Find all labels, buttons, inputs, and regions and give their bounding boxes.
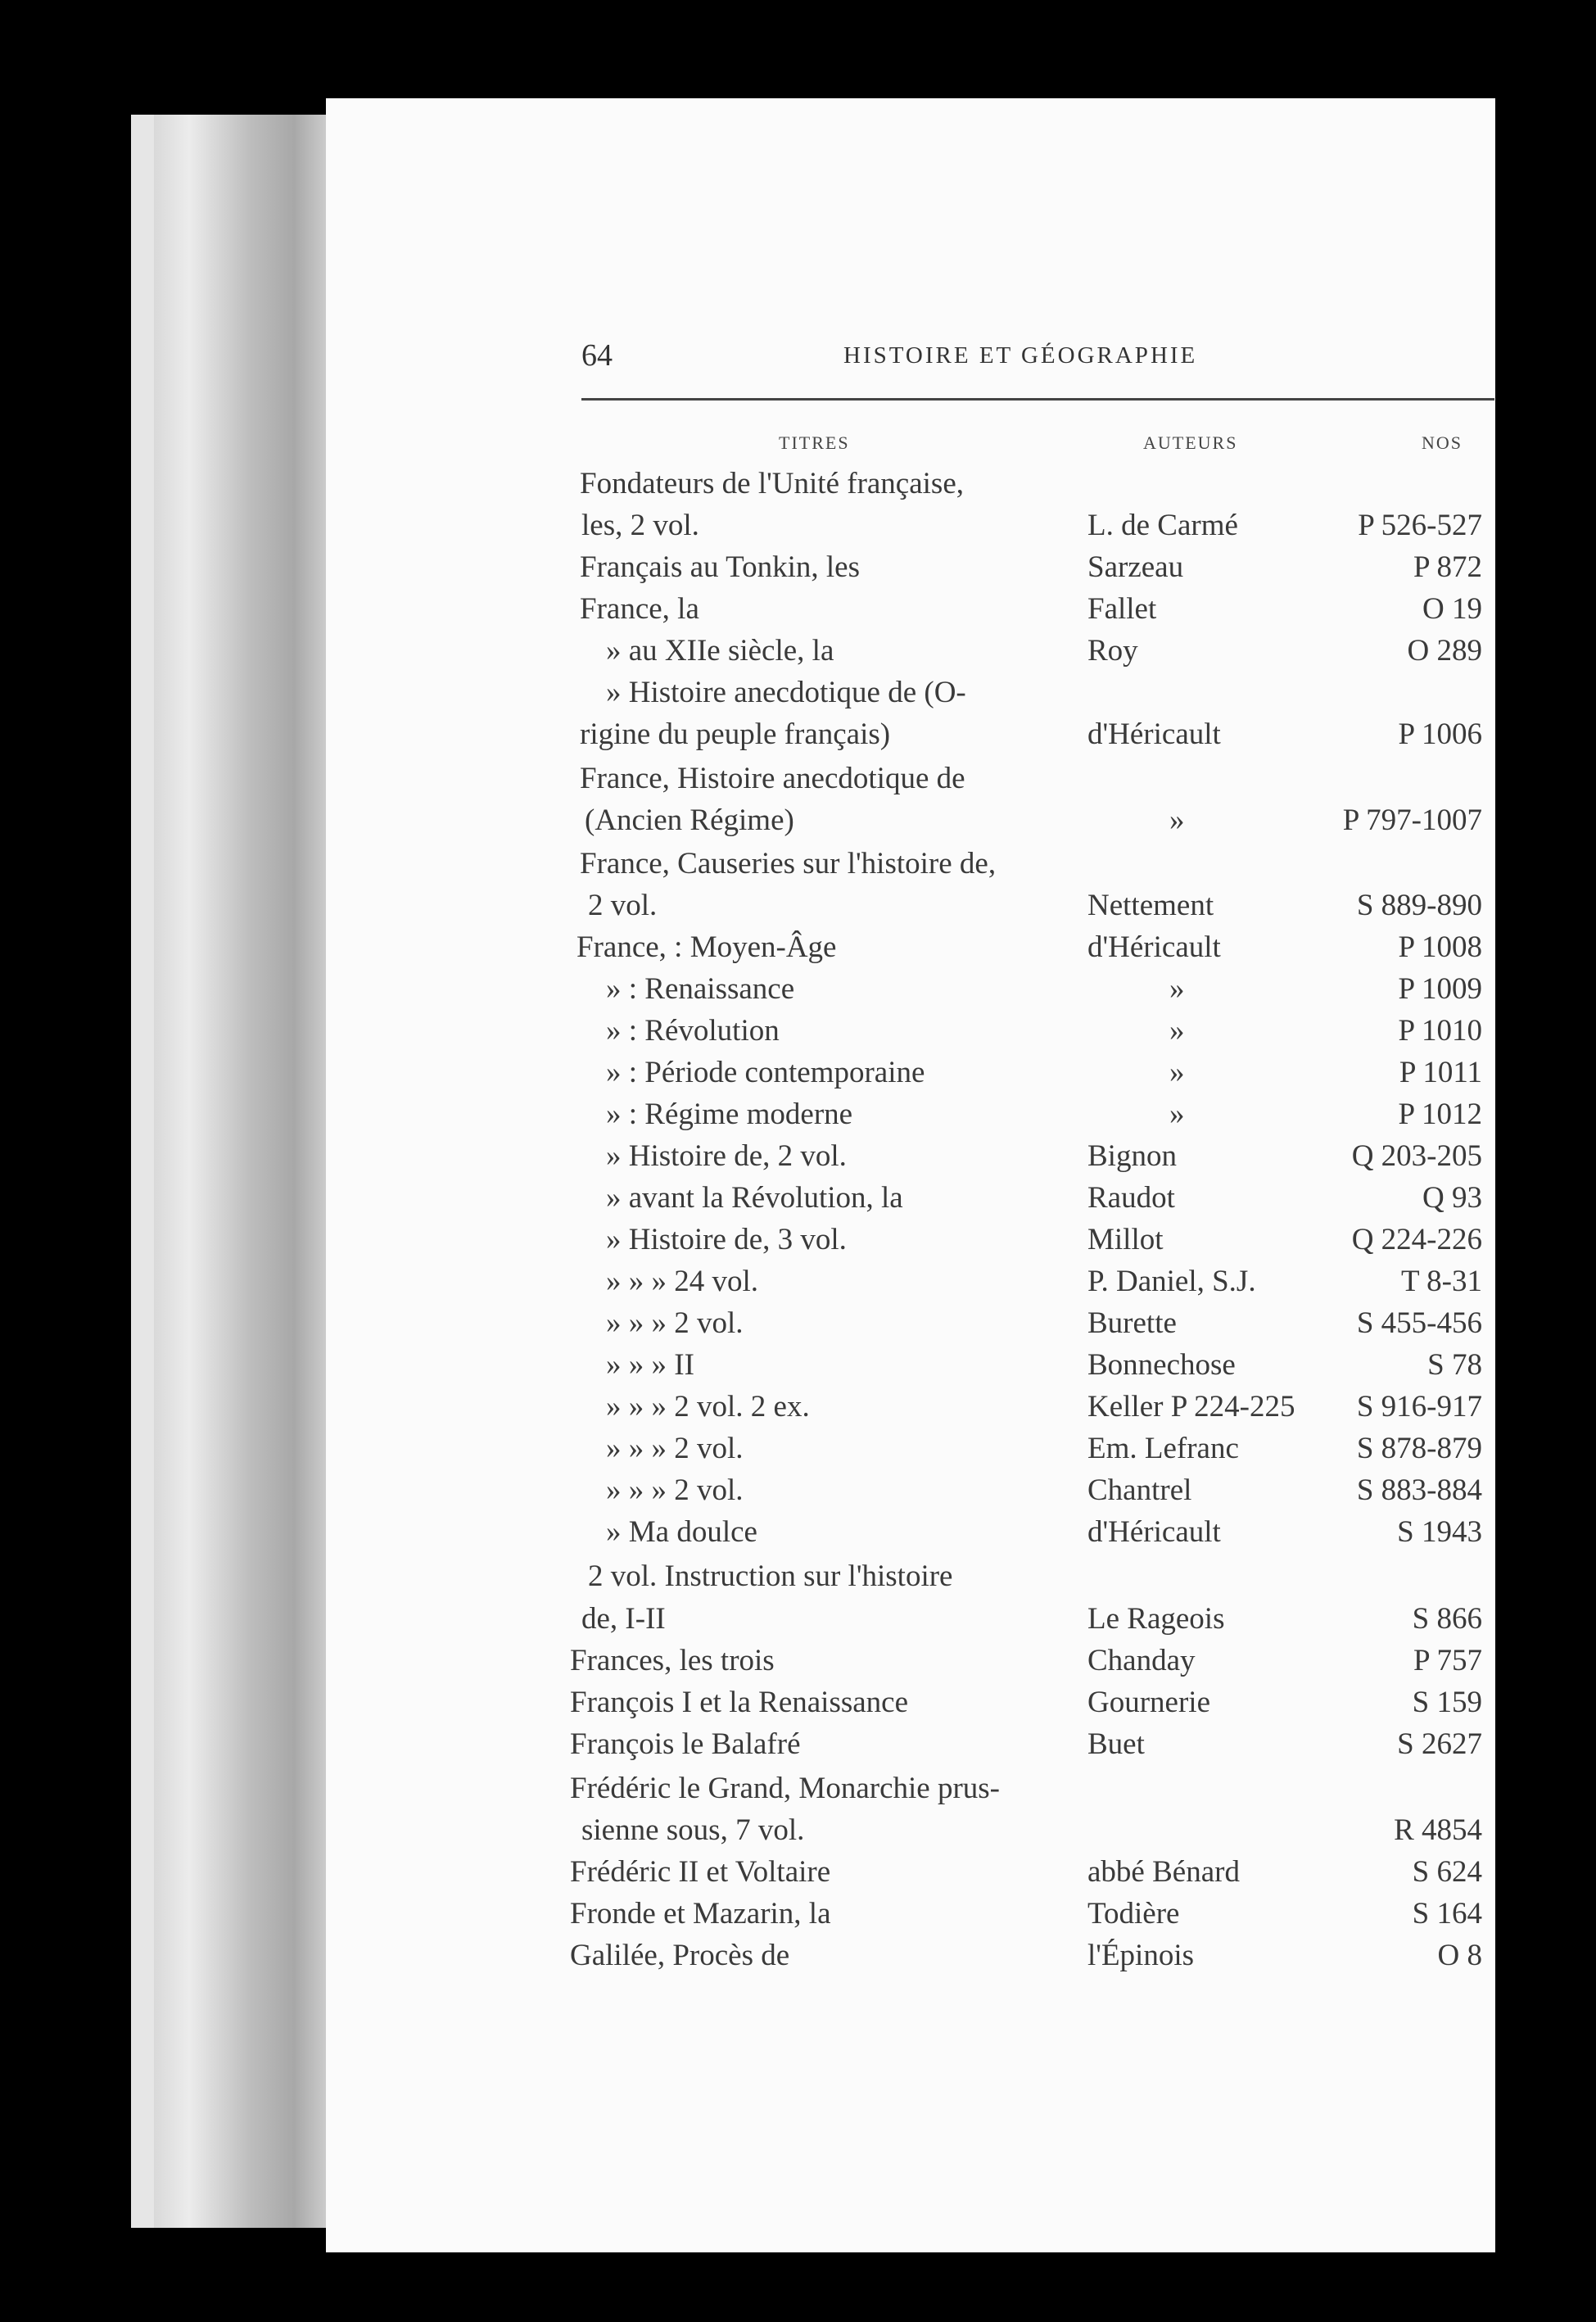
entry-author: Em. Lefranc xyxy=(1087,1432,1239,1465)
catalog-page xyxy=(326,98,1495,2252)
entry-author: » xyxy=(1169,803,1185,837)
entry-number: O 19 xyxy=(1422,592,1482,626)
entry-author: Gournerie xyxy=(1087,1686,1210,1719)
entry-title: » » » II xyxy=(606,1348,694,1382)
entry-title: » » » 2 vol. xyxy=(606,1473,744,1507)
entry-author: Fallet xyxy=(1087,592,1157,626)
entry-number: S 455-456 xyxy=(1356,1306,1482,1340)
entry-title: Fronde et Mazarin, la xyxy=(570,1897,831,1930)
entry-number: S 866 xyxy=(1412,1602,1482,1636)
entry-number: S 883-884 xyxy=(1356,1473,1482,1507)
entry-number: P 1012 xyxy=(1398,1098,1482,1131)
entry-author: Chanday xyxy=(1087,1644,1196,1677)
entry-title: » : Régime moderne xyxy=(606,1098,853,1131)
entry-author: Nettement xyxy=(1087,889,1214,922)
entry-author: Roy xyxy=(1087,634,1138,668)
entry-title: France, : Moyen-Âge xyxy=(576,930,837,964)
entry-number: Q 93 xyxy=(1422,1181,1482,1215)
entry-title: » » » 2 vol. 2 ex. xyxy=(606,1390,810,1424)
entry-author: Keller P 224-225 xyxy=(1087,1390,1295,1424)
entry-title: » : Révolution xyxy=(606,1014,780,1048)
entry-title: les, 2 vol. xyxy=(581,509,699,542)
entry-title: » Ma doulce xyxy=(606,1515,757,1549)
entry-number: P 1011 xyxy=(1399,1056,1482,1089)
entry-title: Galilée, Procès de xyxy=(570,1939,790,1972)
entry-title: Français au Tonkin, les xyxy=(580,550,860,584)
entry-title: de, I-II xyxy=(581,1602,666,1636)
entry-author: d'Héricault xyxy=(1087,1515,1221,1549)
entry-title: France, Histoire anecdotique de xyxy=(580,762,965,795)
entry-title: » : Renaissance xyxy=(606,972,795,1006)
entry-number: P 1010 xyxy=(1398,1014,1482,1048)
entry-number: R 4854 xyxy=(1394,1813,1482,1847)
page-number: 64 xyxy=(581,338,613,373)
book-spine xyxy=(154,115,329,2228)
entry-title: » : Période contemporaine xyxy=(606,1056,925,1089)
entry-title: sienne sous, 7 vol. xyxy=(581,1813,805,1847)
entry-number: S 2627 xyxy=(1397,1727,1482,1761)
entry-title: Frances, les trois xyxy=(570,1644,775,1677)
entry-title: » avant la Révolution, la xyxy=(606,1181,903,1215)
entry-title: » Histoire de, 2 vol. xyxy=(606,1139,847,1173)
entry-number: Q 224-226 xyxy=(1351,1223,1482,1256)
entry-author: d'Héricault xyxy=(1087,930,1221,964)
entry-title: 2 vol. Instruction sur l'histoire xyxy=(588,1559,953,1593)
entry-author: » xyxy=(1169,1014,1185,1048)
entry-number: P 797-1007 xyxy=(1342,803,1482,837)
entry-author: Buet xyxy=(1087,1727,1145,1761)
entry-title: Frédéric le Grand, Monarchie prus- xyxy=(570,1772,1000,1805)
entry-title: François le Balafré xyxy=(570,1727,801,1761)
entry-number: P 872 xyxy=(1413,550,1482,584)
entry-number: S 878-879 xyxy=(1356,1432,1482,1465)
entry-number: P 1008 xyxy=(1398,930,1482,964)
entry-title: (Ancien Régime) xyxy=(585,803,794,837)
entry-author: abbé Bénard xyxy=(1087,1855,1240,1889)
entry-author: Millot xyxy=(1087,1223,1164,1256)
entry-author: Burette xyxy=(1087,1306,1177,1340)
entry-author: Le Rageois xyxy=(1087,1602,1225,1636)
entry-number: P 526-527 xyxy=(1358,509,1482,542)
entry-number: S 889-890 xyxy=(1356,889,1482,922)
entry-author: Bonnechose xyxy=(1087,1348,1236,1382)
entry-title: France, Causeries sur l'histoire de, xyxy=(580,847,997,880)
entry-author: Bignon xyxy=(1087,1139,1177,1173)
entry-number: S 164 xyxy=(1412,1897,1482,1930)
entry-author: Sarzeau xyxy=(1087,550,1184,584)
entry-title: François I et la Renaissance xyxy=(570,1686,909,1719)
entry-title: France, la xyxy=(580,592,699,626)
entry-number: O 8 xyxy=(1437,1939,1482,1972)
entry-title: Fondateurs de l'Unité française, xyxy=(580,467,965,500)
entry-title: » au XIIe siècle, la xyxy=(606,634,834,668)
entry-author: » xyxy=(1169,1056,1185,1089)
entry-author: Raudot xyxy=(1087,1181,1175,1215)
entry-title: » » » 2 vol. xyxy=(606,1306,744,1340)
entry-title: » » » 2 vol. xyxy=(606,1432,744,1465)
entry-number: S 78 xyxy=(1427,1348,1482,1382)
catalog-entries xyxy=(326,98,1495,2252)
entry-number: P 1006 xyxy=(1398,717,1482,751)
entry-number: S 159 xyxy=(1412,1686,1482,1719)
running-title: HISTOIRE ET GÉOGRAPHIE xyxy=(843,342,1198,369)
entry-title: Frédéric II et Voltaire xyxy=(570,1855,831,1889)
column-header-nos: NOS xyxy=(1422,432,1463,453)
column-header-auteurs: AUTEURS xyxy=(1143,432,1238,453)
entry-author: Todière xyxy=(1087,1897,1180,1930)
entry-author: d'Héricault xyxy=(1087,717,1221,751)
entry-author: P. Daniel, S.J. xyxy=(1087,1265,1256,1298)
entry-title: 2 vol. xyxy=(588,889,658,922)
entry-title: rigine du peuple français) xyxy=(580,717,891,751)
entry-author: » xyxy=(1169,972,1185,1006)
entry-number: P 757 xyxy=(1413,1644,1482,1677)
entry-number: S 624 xyxy=(1412,1855,1482,1889)
entry-title: » » » 24 vol. xyxy=(606,1265,759,1298)
entry-number: S 916-917 xyxy=(1356,1390,1482,1424)
entry-title: » Histoire de, 3 vol. xyxy=(606,1223,847,1256)
entry-author: L. de Carmé xyxy=(1087,509,1238,542)
entry-number: T 8-31 xyxy=(1400,1265,1482,1298)
entry-number: O 289 xyxy=(1407,634,1482,668)
entry-number: P 1009 xyxy=(1398,972,1482,1006)
column-header-titres: TITRES xyxy=(779,432,850,453)
entry-number: S 1943 xyxy=(1397,1515,1482,1549)
entry-title: » Histoire anecdotique de (O- xyxy=(606,676,966,709)
entry-author: l'Épinois xyxy=(1087,1939,1195,1972)
entry-author: Chantrel xyxy=(1087,1473,1192,1507)
entry-number: Q 203-205 xyxy=(1351,1139,1482,1173)
entry-author: » xyxy=(1169,1098,1185,1131)
